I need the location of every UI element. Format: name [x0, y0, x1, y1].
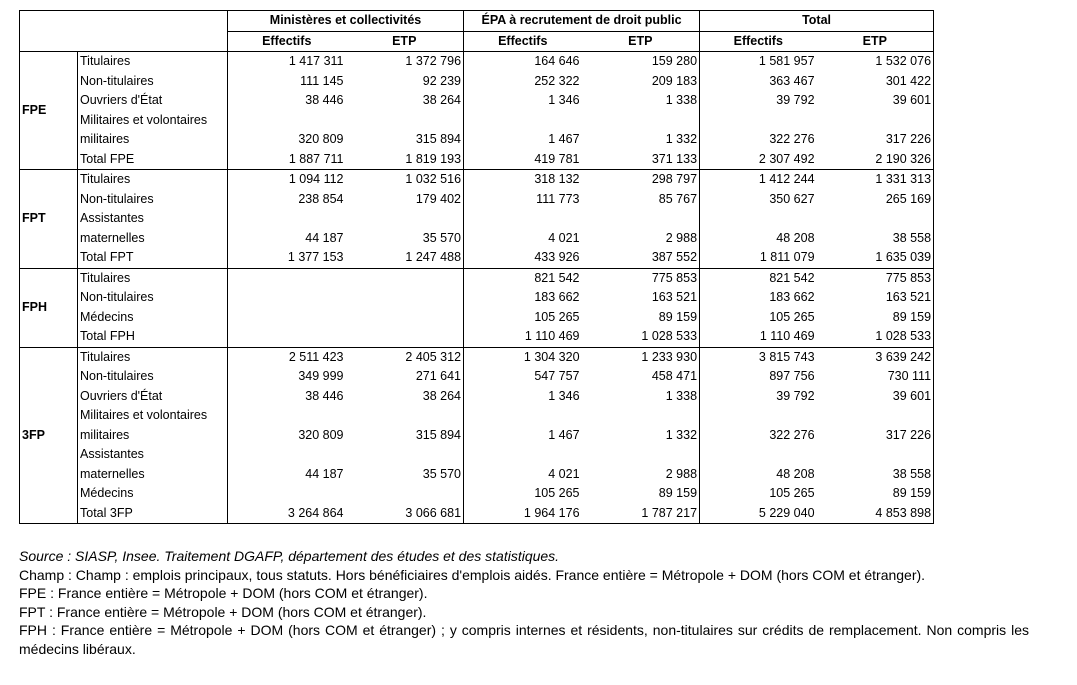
- value-cell: [228, 209, 346, 229]
- value-cell: 1 964 176: [464, 504, 582, 524]
- value-cell: 318 132: [534, 172, 580, 186]
- row-label: Médecins: [78, 484, 228, 504]
- header-effectifs: Effectifs: [700, 31, 817, 52]
- total-row: [20, 150, 934, 170]
- table-row: [20, 130, 934, 150]
- row-label: militaires: [78, 426, 228, 446]
- header-row-sub: [20, 31, 934, 52]
- value-cell: 2 511 423: [288, 349, 344, 364]
- value-cell: 775 853: [817, 268, 934, 288]
- value-cell: 1 417 311: [288, 54, 344, 68]
- value-cell: [346, 327, 464, 347]
- table-row: [20, 52, 934, 72]
- value-cell: [817, 209, 934, 229]
- value-cell: 320 809: [298, 427, 344, 442]
- source-note: Source : SIASP, Insee. Traitement DGAFP, département des études et des statistiques.: [19, 548, 560, 564]
- table-row: [20, 465, 934, 485]
- header-effectifs: Effectifs: [228, 31, 346, 52]
- row-label: Non-titulaires: [78, 72, 228, 92]
- value-cell: 39 792: [776, 93, 815, 107]
- value-cell: 2 988: [582, 465, 700, 485]
- value-cell: 1 819 193: [346, 150, 464, 170]
- value-cell: 111 773: [536, 191, 580, 206]
- value-cell: 547 757: [534, 369, 580, 383]
- value-cell: 1 581 957: [758, 54, 815, 68]
- table-row: [20, 268, 934, 288]
- value-cell: 1 032 516: [346, 170, 464, 190]
- row-label: Non-titulaires: [78, 190, 228, 210]
- value-cell: [700, 209, 817, 229]
- table-row: [20, 209, 934, 229]
- row-label: Médecins: [78, 308, 228, 328]
- row-label: Titulaires: [78, 170, 228, 190]
- total-row: [20, 248, 934, 268]
- header-row-groups: [20, 11, 934, 32]
- row-label: Titulaires: [78, 52, 228, 72]
- value-cell: 5 229 040: [700, 504, 817, 524]
- value-cell: [228, 406, 346, 426]
- value-cell: 317 226: [817, 130, 934, 150]
- table-row: [20, 445, 934, 465]
- value-cell: 1 332: [582, 426, 700, 446]
- value-cell: 2 405 312: [346, 347, 464, 367]
- table-row: [20, 406, 934, 426]
- value-cell: [817, 406, 934, 426]
- value-cell: 1 332: [582, 130, 700, 150]
- value-cell: 458 471: [582, 367, 700, 387]
- row-label: Total FPT: [78, 248, 228, 268]
- row-label: maternelles: [78, 229, 228, 249]
- value-cell: 163 521: [817, 288, 934, 308]
- value-cell: 433 926: [464, 248, 582, 268]
- table-row: [20, 229, 934, 249]
- value-cell: 1 887 711: [228, 150, 346, 170]
- fpe-note: FPE : France entière = Métropole + DOM (hors COM et étranger).: [19, 585, 428, 601]
- table-row: [20, 190, 934, 210]
- value-cell: [228, 308, 346, 328]
- statistics-table: [19, 10, 934, 524]
- row-label: maternelles: [78, 465, 228, 485]
- value-cell: 38 558: [817, 229, 934, 249]
- fph-note: FPH : France entière = Métropole + DOM (hors COM et étranger) ; y compris internes et résidents, non-titulaires sur crédits de remplacement. Non compris les médecins libéraux.: [19, 622, 1029, 657]
- value-cell: 3 066 681: [346, 504, 464, 524]
- value-cell: 159 280: [582, 52, 700, 72]
- group-label: FPT: [20, 170, 78, 269]
- value-cell: 1 377 153: [228, 248, 346, 268]
- value-cell: 298 797: [582, 170, 700, 190]
- header-epa: ÉPA à recrutement de droit public: [464, 11, 700, 32]
- value-cell: 89 159: [817, 308, 934, 328]
- value-cell: [464, 111, 582, 131]
- value-cell: [582, 209, 700, 229]
- total-row: [20, 504, 934, 524]
- table-body: [20, 52, 934, 524]
- value-cell: 301 422: [817, 72, 934, 92]
- value-cell: 1 635 039: [817, 248, 934, 268]
- fpt-note: FPT : France entière = Métropole + DOM (hors COM et étranger).: [19, 603, 427, 620]
- value-cell: 1 304 320: [523, 349, 580, 364]
- row-label: Titulaires: [78, 268, 228, 288]
- table-row: [20, 91, 934, 111]
- value-cell: 89 159: [817, 484, 934, 504]
- value-cell: 315 894: [346, 426, 464, 446]
- value-cell: 730 111: [817, 367, 934, 387]
- value-cell: 350 627: [769, 191, 815, 206]
- value-cell: [228, 288, 346, 308]
- row-label: Assistantes: [78, 445, 228, 465]
- value-cell: 105 265: [769, 486, 815, 500]
- value-cell: 92 239: [346, 72, 464, 92]
- value-cell: 179 402: [346, 190, 464, 210]
- table-row: [20, 170, 934, 190]
- value-cell: 105 265: [534, 486, 580, 500]
- table-row: [20, 387, 934, 407]
- value-cell: 1 110 469: [700, 327, 817, 347]
- value-cell: [817, 445, 934, 465]
- value-cell: 1 233 930: [582, 347, 700, 367]
- value-cell: 271 641: [346, 367, 464, 387]
- value-cell: [228, 111, 346, 131]
- value-cell: 105 265: [769, 309, 815, 324]
- table-row: [20, 426, 934, 446]
- value-cell: 48 208: [776, 230, 815, 245]
- value-cell: 85 767: [582, 190, 700, 210]
- value-cell: 89 159: [582, 484, 700, 504]
- value-cell: 322 276: [769, 427, 815, 442]
- value-cell: [346, 445, 464, 465]
- value-cell: 44 187: [305, 466, 344, 481]
- table-row: [20, 111, 934, 131]
- row-label: militaires: [78, 130, 228, 150]
- value-cell: 39 601: [817, 387, 934, 407]
- value-cell: 1 247 488: [346, 248, 464, 268]
- header-etp: ETP: [817, 31, 934, 52]
- value-cell: 265 169: [817, 190, 934, 210]
- footnotes: [19, 547, 1029, 658]
- row-label: Total FPH: [78, 327, 228, 347]
- value-cell: [228, 327, 346, 347]
- row-label: Total 3FP: [78, 504, 228, 524]
- value-cell: 419 781: [464, 150, 582, 170]
- value-cell: 4 021: [548, 230, 580, 245]
- value-cell: 48 208: [776, 466, 815, 481]
- value-cell: 1 467: [548, 132, 580, 146]
- value-cell: [346, 406, 464, 426]
- header-etp: ETP: [346, 31, 464, 52]
- value-cell: 38 264: [346, 91, 464, 111]
- value-cell: [700, 406, 817, 426]
- value-cell: [346, 209, 464, 229]
- value-cell: 252 322: [534, 73, 580, 88]
- value-cell: 363 467: [769, 73, 815, 88]
- value-cell: 2 190 326: [817, 150, 934, 170]
- value-cell: 163 521: [582, 288, 700, 308]
- value-cell: 1 110 469: [464, 327, 582, 347]
- value-cell: 1 467: [548, 427, 580, 442]
- value-cell: 1 787 217: [582, 504, 700, 524]
- table-row: [20, 308, 934, 328]
- value-cell: [817, 111, 934, 131]
- value-cell: [228, 445, 346, 465]
- value-cell: [464, 209, 582, 229]
- value-cell: [464, 445, 582, 465]
- header-effectifs: Effectifs: [464, 31, 582, 52]
- value-cell: 35 570: [346, 229, 464, 249]
- value-cell: 209 183: [582, 72, 700, 92]
- value-cell: [582, 406, 700, 426]
- value-cell: 1 346: [548, 93, 580, 107]
- value-cell: 2 988: [582, 229, 700, 249]
- value-cell: [700, 111, 817, 131]
- value-cell: 183 662: [769, 290, 815, 304]
- header-corner-bottom: [20, 31, 228, 52]
- value-cell: 1 532 076: [817, 52, 934, 72]
- value-cell: [346, 288, 464, 308]
- row-label: Ouvriers d'État: [78, 387, 228, 407]
- value-cell: 183 662: [534, 290, 580, 304]
- value-cell: 111 145: [300, 73, 344, 88]
- value-cell: 349 999: [298, 369, 344, 383]
- table-row: [20, 288, 934, 308]
- value-cell: [346, 484, 464, 504]
- value-cell: 1 811 079: [700, 248, 817, 268]
- value-cell: 105 265: [534, 309, 580, 324]
- value-cell: 897 756: [769, 369, 815, 383]
- value-cell: 89 159: [582, 308, 700, 328]
- value-cell: [700, 445, 817, 465]
- row-label: Total FPE: [78, 150, 228, 170]
- row-label: Militaires et volontaires: [78, 111, 228, 131]
- group-label: 3FP: [20, 347, 78, 524]
- value-cell: 38 264: [346, 387, 464, 407]
- row-label: Non-titulaires: [78, 288, 228, 308]
- value-cell: 1 094 112: [288, 172, 344, 186]
- value-cell: [228, 484, 346, 504]
- value-cell: 775 853: [582, 268, 700, 288]
- value-cell: [346, 308, 464, 328]
- total-row: [20, 327, 934, 347]
- group-label: FPE: [20, 52, 78, 170]
- value-cell: 1 338: [582, 387, 700, 407]
- header-total: Total: [700, 11, 934, 32]
- header-etp: ETP: [582, 31, 700, 52]
- value-cell: 39 601: [817, 91, 934, 111]
- value-cell: 3 639 242: [817, 347, 934, 367]
- header-ministeres: Ministères et collectivités: [228, 11, 464, 32]
- value-cell: 315 894: [346, 130, 464, 150]
- value-cell: 1 331 313: [817, 170, 934, 190]
- value-cell: 1 028 533: [582, 327, 700, 347]
- value-cell: 3 264 864: [228, 504, 346, 524]
- value-cell: 317 226: [817, 426, 934, 446]
- table-row: [20, 367, 934, 387]
- row-label: Militaires et volontaires: [78, 406, 228, 426]
- table-row: [20, 72, 934, 92]
- row-label: Non-titulaires: [78, 367, 228, 387]
- value-cell: 38 446: [305, 388, 344, 403]
- value-cell: 320 809: [298, 132, 344, 146]
- header-corner: [20, 11, 228, 32]
- value-cell: 35 570: [346, 465, 464, 485]
- value-cell: 238 854: [298, 191, 344, 206]
- value-cell: 3 815 743: [758, 349, 815, 364]
- value-cell: 387 552: [582, 248, 700, 268]
- value-cell: 1 338: [582, 91, 700, 111]
- value-cell: 39 792: [776, 388, 815, 403]
- table-row: [20, 347, 934, 367]
- row-label: Titulaires: [78, 347, 228, 367]
- value-cell: 4 021: [548, 466, 580, 481]
- value-cell: 1 028 533: [817, 327, 934, 347]
- value-cell: [464, 406, 582, 426]
- group-label: FPH: [20, 268, 78, 347]
- value-cell: 1 372 796: [346, 52, 464, 72]
- value-cell: 821 542: [534, 270, 580, 285]
- value-cell: 1 346: [548, 388, 580, 403]
- value-cell: [346, 268, 464, 288]
- value-cell: [582, 111, 700, 131]
- value-cell: 821 542: [769, 270, 815, 285]
- champ-note: Champ : Champ : emplois principaux, tous statuts. Hors bénéficiaires d'emplois aidés. France entière = Métropole + DOM (hors COM et étranger).: [19, 566, 926, 583]
- value-cell: [228, 268, 346, 288]
- value-cell: 164 646: [534, 54, 580, 68]
- value-cell: 38 446: [305, 93, 344, 107]
- table-row: [20, 484, 934, 504]
- value-cell: 1 412 244: [758, 172, 815, 186]
- value-cell: 371 133: [582, 150, 700, 170]
- row-label: Ouvriers d'État: [78, 91, 228, 111]
- value-cell: 44 187: [305, 230, 344, 245]
- value-cell: 322 276: [769, 132, 815, 146]
- value-cell: 38 558: [817, 465, 934, 485]
- value-cell: [346, 111, 464, 131]
- value-cell: 4 853 898: [817, 504, 934, 524]
- row-label: Assistantes: [78, 209, 228, 229]
- value-cell: 2 307 492: [700, 150, 817, 170]
- value-cell: [582, 445, 700, 465]
